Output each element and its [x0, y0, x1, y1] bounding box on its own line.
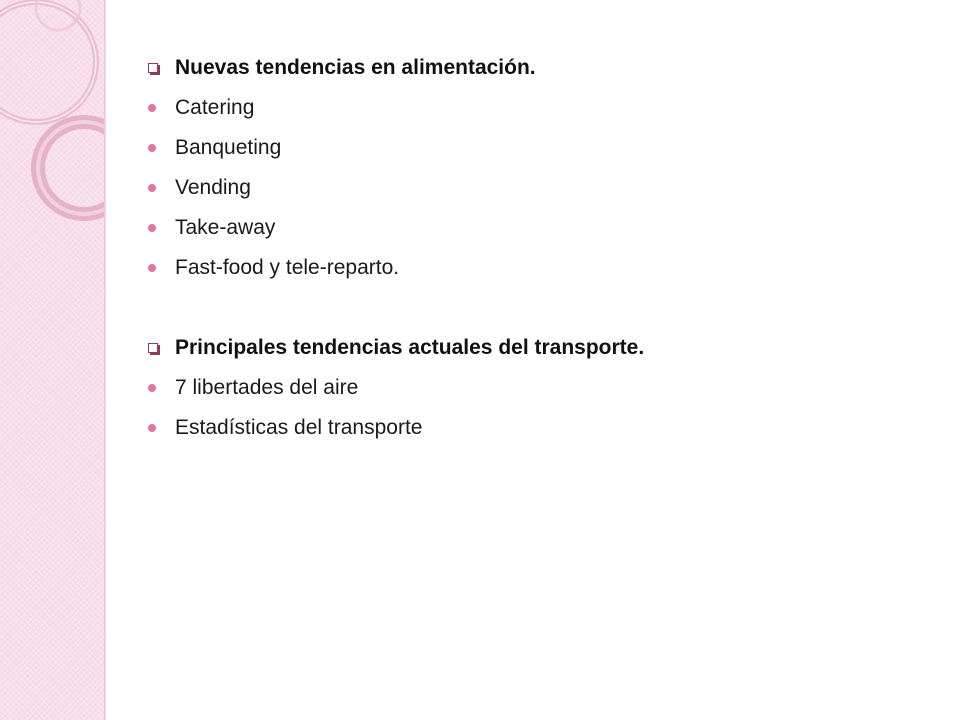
dot-bullet-icon	[148, 384, 156, 392]
dot-bullet-icon	[148, 224, 156, 232]
list-item	[148, 208, 928, 248]
section-heading-transporte	[148, 328, 928, 368]
list-item	[148, 128, 928, 168]
heading-text: Nuevas tendencias en alimentación.	[175, 56, 536, 79]
list-item	[148, 88, 928, 128]
list-item-text: Fast-food y tele-reparto.	[175, 256, 400, 279]
decorative-circles	[0, 0, 106, 260]
list-item	[148, 248, 928, 288]
list-item	[148, 168, 928, 208]
checkbox-bullet-icon	[148, 343, 158, 353]
checkbox-bullet-icon	[148, 63, 158, 73]
dot-bullet-icon	[148, 424, 156, 432]
dot-bullet-icon	[148, 184, 156, 192]
decorative-side-band	[0, 0, 106, 720]
heading-text: Principales tendencias actuales del transporte.	[175, 336, 645, 359]
list-item-text: Vending	[175, 176, 251, 199]
list-item	[148, 408, 928, 448]
list-item-text: 7 libertades del aire	[175, 376, 359, 399]
list-item	[148, 368, 928, 408]
band-edge	[104, 0, 106, 720]
dot-bullet-icon	[148, 144, 156, 152]
slide-content	[148, 48, 928, 448]
list-item-text: Catering	[175, 96, 255, 119]
section-heading-alimentacion	[148, 48, 928, 88]
dot-bullet-icon	[148, 264, 156, 272]
list-item-text: Banqueting	[175, 136, 282, 159]
list-item-text: Estadísticas del transporte	[175, 416, 423, 439]
list-item-text: Take-away	[175, 216, 276, 239]
dot-bullet-icon	[148, 104, 156, 112]
